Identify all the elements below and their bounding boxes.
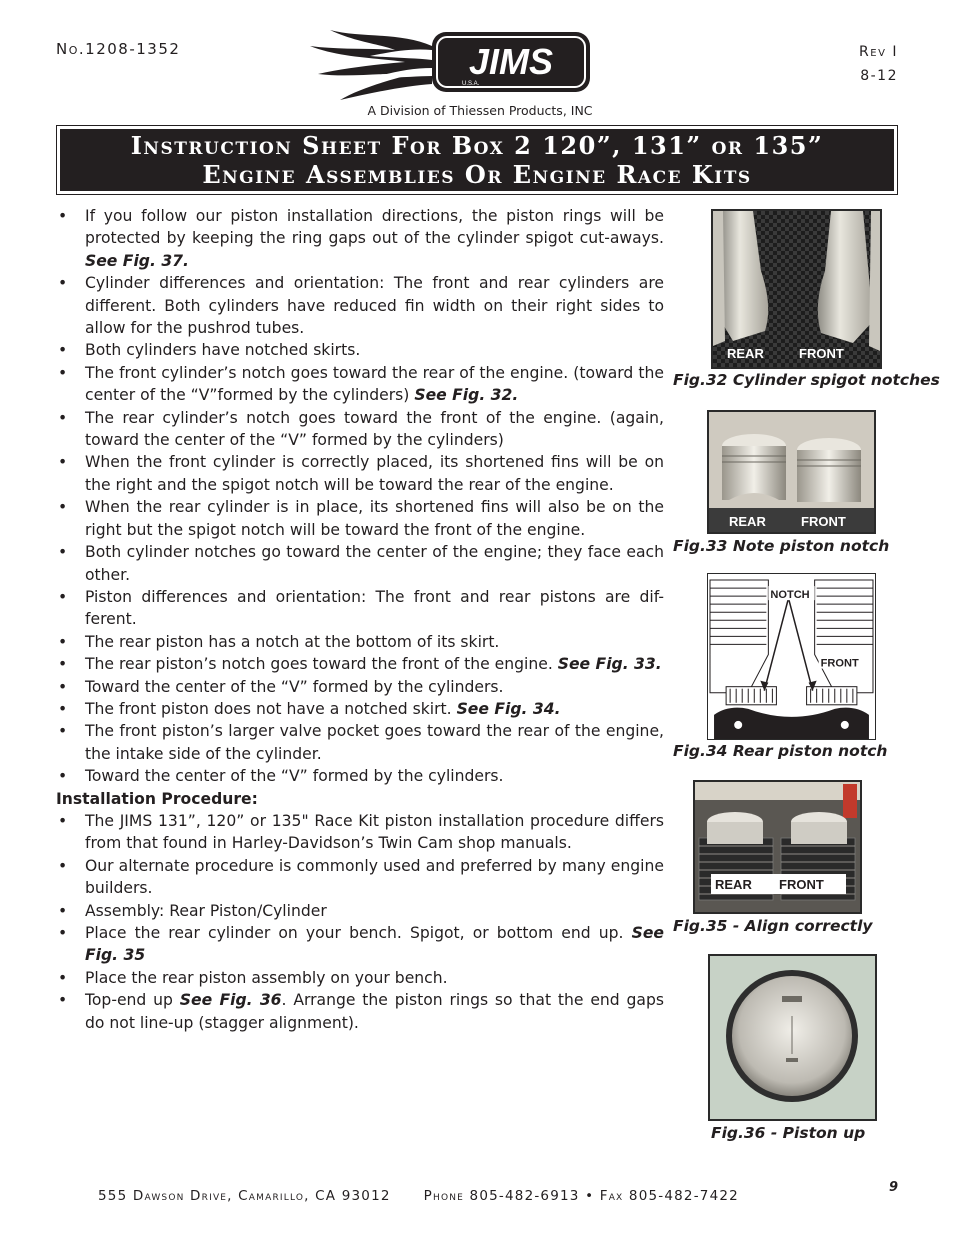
fig36-image xyxy=(708,954,877,1121)
bullet-item xyxy=(56,810,664,855)
bullet-text: The rear cylinder’s notch goes toward the front of the engine. (again, toward the center of the “V” formed by the cylinders) xyxy=(85,408,664,450)
page-number: 9 xyxy=(889,1180,899,1195)
figure-reference: See Fig. 33. xyxy=(557,655,662,674)
footer-contact: Phone 805-482-6913 • Fax 805-482-7422 xyxy=(423,1188,739,1204)
bullet-text: Place the rear cylinder on your bench. Spigot, or bottom end up. xyxy=(85,924,632,942)
figure-reference: See Fig. 35 xyxy=(85,924,664,965)
bullet-text: The JIMS 131”, 120” or 135" Race Kit piston installation procedure differs from that found in Harley-Davidson’s Twin Cam shop manuals. xyxy=(85,811,664,853)
bullet-text: Place the rear piston assembly on your bench. xyxy=(85,968,448,987)
document-number: No.1208-1352 xyxy=(56,40,181,58)
bullet-text: Toward the center of the “V” formed by the cylinders. xyxy=(85,677,504,696)
bullet-text: Top-end up xyxy=(85,991,180,1010)
fig34-label-front: FRONT xyxy=(820,657,859,670)
bullet-text: The rear piston has a notch at the bottom of its skirt. xyxy=(85,632,500,651)
division-text: A Division of Thiessen Products, INC xyxy=(367,103,593,118)
bullet-text-continued: . Arrange the piston rings so that the end gaps do not line-up (stagger alignment). xyxy=(85,991,665,1032)
bullet-text: Both cylinder notches go toward the center of the engine; they face each other. xyxy=(85,543,664,584)
logo-text: JIMS xyxy=(468,41,554,82)
title-line-1: Instruction Sheet For Box 2 120”, 131” or 135” xyxy=(130,131,824,160)
bullet-item xyxy=(56,205,664,272)
bullet-item xyxy=(56,676,664,698)
bullet-item xyxy=(56,339,664,361)
footer-address: 555 Dawson Drive, Camarillo, CA 93012 xyxy=(98,1188,391,1204)
fig34-caption: Fig.34 Rear piston notch xyxy=(673,742,888,760)
bullet-item xyxy=(56,765,664,787)
bullet-item xyxy=(56,967,664,989)
installation-bullet-list xyxy=(56,810,664,1034)
title-line-2: Engine Assemblies Or Engine Race Kits xyxy=(202,160,752,189)
figure-reference: See Fig. 34. xyxy=(456,699,561,718)
bullet-item xyxy=(56,631,664,653)
fig36-caption: Fig.36 - Piston up xyxy=(711,1124,866,1142)
bullet-text: Our alternate procedure is commonly used and preferred by many engine builders. xyxy=(85,856,664,898)
fig32-label-rear: REAR xyxy=(727,346,764,361)
figure-reference: See Fig. 32. xyxy=(414,386,519,405)
bullet-item xyxy=(56,698,664,720)
fig32-label-front: FRONT xyxy=(799,346,844,361)
bullet-text: Piston differences and orientation: The front and rear pistons are dif-ferent. xyxy=(85,587,664,629)
bullet-text: When the rear cylinder is in place, its shortened fins will also be on the right but the spigot notch will be toward the front of the engine. xyxy=(85,498,664,539)
revision-block xyxy=(859,40,898,88)
fig35-label-rear: REAR xyxy=(715,877,752,892)
bullet-item xyxy=(56,496,664,541)
figure-reference: See Fig. 37. xyxy=(85,251,189,270)
bullet-item xyxy=(56,272,664,339)
orientation-bullet-list xyxy=(56,205,664,788)
fig35-image xyxy=(693,780,862,914)
fig34-label-notch: NOTCH xyxy=(770,589,810,602)
fig33-caption: Fig.33 Note piston notch xyxy=(673,537,890,555)
flame-graphic xyxy=(310,30,432,100)
bullet-item xyxy=(56,451,664,496)
bullet-item xyxy=(56,720,664,765)
bullet-text: Assembly: Rear Piston/Cylinder xyxy=(85,901,327,920)
bullet-item xyxy=(56,653,664,675)
bullet-item xyxy=(56,900,664,922)
bullet-text: The front piston does not have a notched skirt. xyxy=(85,699,457,718)
bullet-text: The front piston’s larger valve pocket goes toward the rear of the engine, the intake side of the cylinder. xyxy=(85,722,664,763)
installation-heading: Installation Procedure: xyxy=(56,789,258,808)
bullet-item xyxy=(56,362,664,407)
bullet-item xyxy=(56,989,664,1034)
bullet-item xyxy=(56,407,664,452)
bullet-text: When the front cylinder is correctly placed, its shortened fins will be on the right and the spigot notch will be toward the rear of the engine. xyxy=(85,453,664,494)
fig32-caption: Fig.32 Cylinder spigot notches xyxy=(673,371,940,389)
bullet-text: Toward the center of the “V” formed by the cylinders. xyxy=(85,767,504,786)
fig35-caption: Fig.35 - Align correctly xyxy=(673,917,873,935)
instruction-body xyxy=(56,205,664,1034)
fig33-label-rear: REAR xyxy=(729,514,766,529)
fig34-image xyxy=(707,573,876,740)
logo-subtext: U.S.A. xyxy=(462,81,480,87)
fig33-image xyxy=(707,410,876,534)
fig32-image xyxy=(711,209,882,369)
footer xyxy=(98,1188,739,1204)
bullet-item xyxy=(56,586,664,631)
revision-date: 8-12 xyxy=(860,68,898,84)
fig35-label-front: FRONT xyxy=(779,877,824,892)
bullet-text: Both cylinders have notched skirts. xyxy=(85,341,361,360)
bullet-item xyxy=(56,541,664,586)
bullet-item xyxy=(56,855,664,900)
bullet-text: Cylinder differences and orientation: The front and rear cylinders are different. Both cylinders have reduced fin width on their right sides to allow for the pushrod tubes. xyxy=(85,274,664,338)
figure-reference: See Fig. 36 xyxy=(179,991,282,1010)
bullet-text: The front cylinder’s notch goes toward the rear of the engine. (toward the center of the “V”formed by the cylinders) xyxy=(85,363,664,405)
title-banner xyxy=(56,125,898,195)
revision-label: Rev I xyxy=(859,44,898,60)
jims-logo xyxy=(300,28,595,108)
bullet-item xyxy=(56,922,664,967)
bullet-text: The rear piston’s notch goes toward the front of the engine. xyxy=(85,655,558,674)
bullet-text: If you follow our piston installation directions, the piston rings will be protected by keeping the ring gaps out of the cylinder spigot cut-aways. xyxy=(85,207,664,248)
fig33-label-front: FRONT xyxy=(801,514,846,529)
